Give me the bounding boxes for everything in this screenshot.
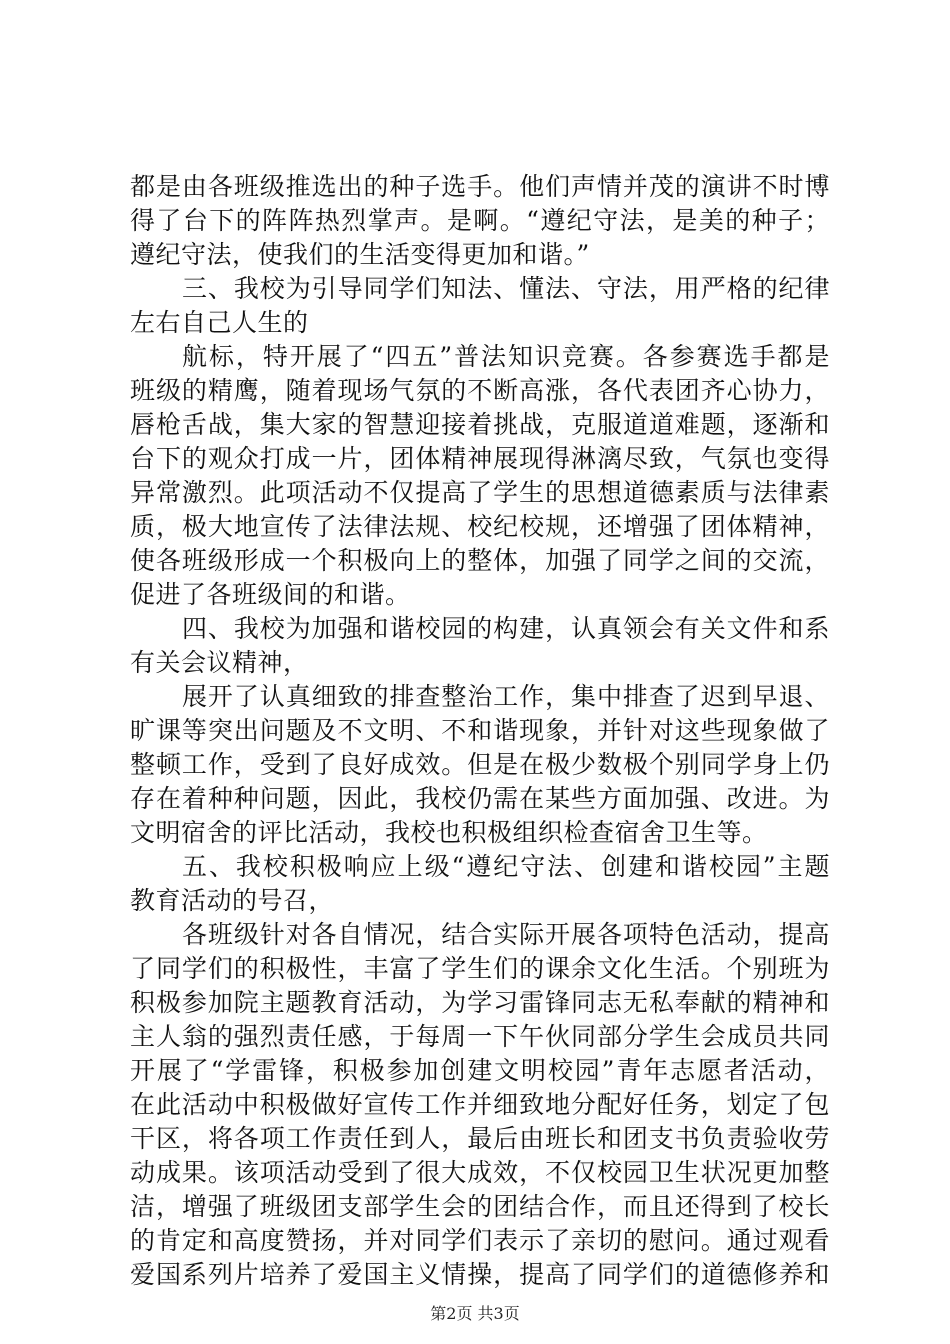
text-line: 质，极大地宣传了法律法规、校纪校规，还增强了团体精神， <box>130 512 830 541</box>
text-line: 使各班级形成一个积极向上的整体，加强了同学之间的交流， <box>130 546 830 575</box>
text-line: 旷课等突出问题及不文明、不和谐现象，并针对这些现象做了 <box>130 716 830 745</box>
text-line: 有关会议精神， <box>130 648 309 677</box>
text-line: 左右自己人生的 <box>130 308 309 337</box>
text-line: 主人翁的强烈责任感，于每周一下午伙同部分学生会成员共同 <box>130 1022 830 1051</box>
text-line: 干区，将各项工作责任到人，最后由班长和团支书负责验收劳 <box>130 1124 830 1153</box>
text-line: 展开了认真细致的排查整治工作，集中排查了迟到早退、 <box>182 682 830 711</box>
text-line: 动成果。该项活动受到了很大成效，不仅校园卫生状况更加整 <box>130 1158 830 1187</box>
text-line: 唇枪舌战，集大家的智慧迎接着挑战，克服道道难题，逐渐和 <box>130 410 830 439</box>
document-body <box>130 170 830 1292</box>
text-line: 在此活动中积极做好宣传工作并细致地分配好任务，划定了包 <box>130 1090 830 1119</box>
page-number-footer: 第2页 共3页 <box>430 1304 520 1323</box>
text-line: 洁，增强了班级团支部学生会的团结合作，而且还得到了校长 <box>130 1192 830 1221</box>
text-line: 各班级针对各自情况，结合实际开展各项特色活动，提高 <box>182 920 830 949</box>
text-line: 都是由各班级推选出的种子选手。他们声情并茂的演讲不时博 <box>130 172 830 201</box>
text-line: 文明宿舍的评比活动，我校也积极组织检查宿舍卫生等。 <box>130 818 768 847</box>
text-line: 航标，特开展了“四五”普法知识竞赛。各参赛选手都是 <box>182 342 830 371</box>
text-line: 的肯定和高度赞扬，并对同学们表示了亲切的慰问。通过观看 <box>130 1226 830 1255</box>
text-line: 台下的观众打成一片，团体精神展现得淋漓尽致，气氛也变得 <box>130 444 830 473</box>
section-heading-line: 四、我校为加强和谐校园的构建，认真领会有关文件和系 <box>182 614 830 643</box>
text-line: 遵纪守法，使我们的生活变得更加和谐。” <box>130 240 590 269</box>
section-heading-line: 五、我校积极响应上级“遵纪守法、创建和谐校园”主题 <box>182 852 830 881</box>
text-line: 教育活动的号召， <box>130 886 335 915</box>
text-line: 了同学们的积极性，丰富了学生们的课余文化生活。个别班为 <box>130 954 830 983</box>
text-line: 积极参加院主题教育活动，为学习雷锋同志无私奉献的精神和 <box>130 988 830 1017</box>
text-line: 开展了“学雷锋，积极参加创建文明校园”青年志愿者活动， <box>130 1056 830 1085</box>
text-line: 得了台下的阵阵热烈掌声。是啊。“遵纪守法，是美的种子； <box>130 206 830 235</box>
text-line: 整顿工作，受到了良好成效。但是在极少数极个别同学身上仍 <box>130 750 830 779</box>
text-line: 存在着种种问题，因此，我校仍需在某些方面加强、改进。为 <box>130 784 830 813</box>
text-line: 异常激烈。此项活动不仅提高了学生的思想道德素质与法律素 <box>130 478 830 507</box>
section-heading-line: 三、我校为引导同学们知法、懂法、守法，用严格的纪律 <box>182 274 830 303</box>
text-line: 班级的精鹰，随着现场气氛的不断高涨，各代表团齐心协力， <box>130 376 830 405</box>
text-line: 促进了各班级间的和谐。 <box>130 580 411 609</box>
text-line: 爱国系列片培养了爱国主义情操，提高了同学们的道德修养和 <box>130 1260 830 1289</box>
